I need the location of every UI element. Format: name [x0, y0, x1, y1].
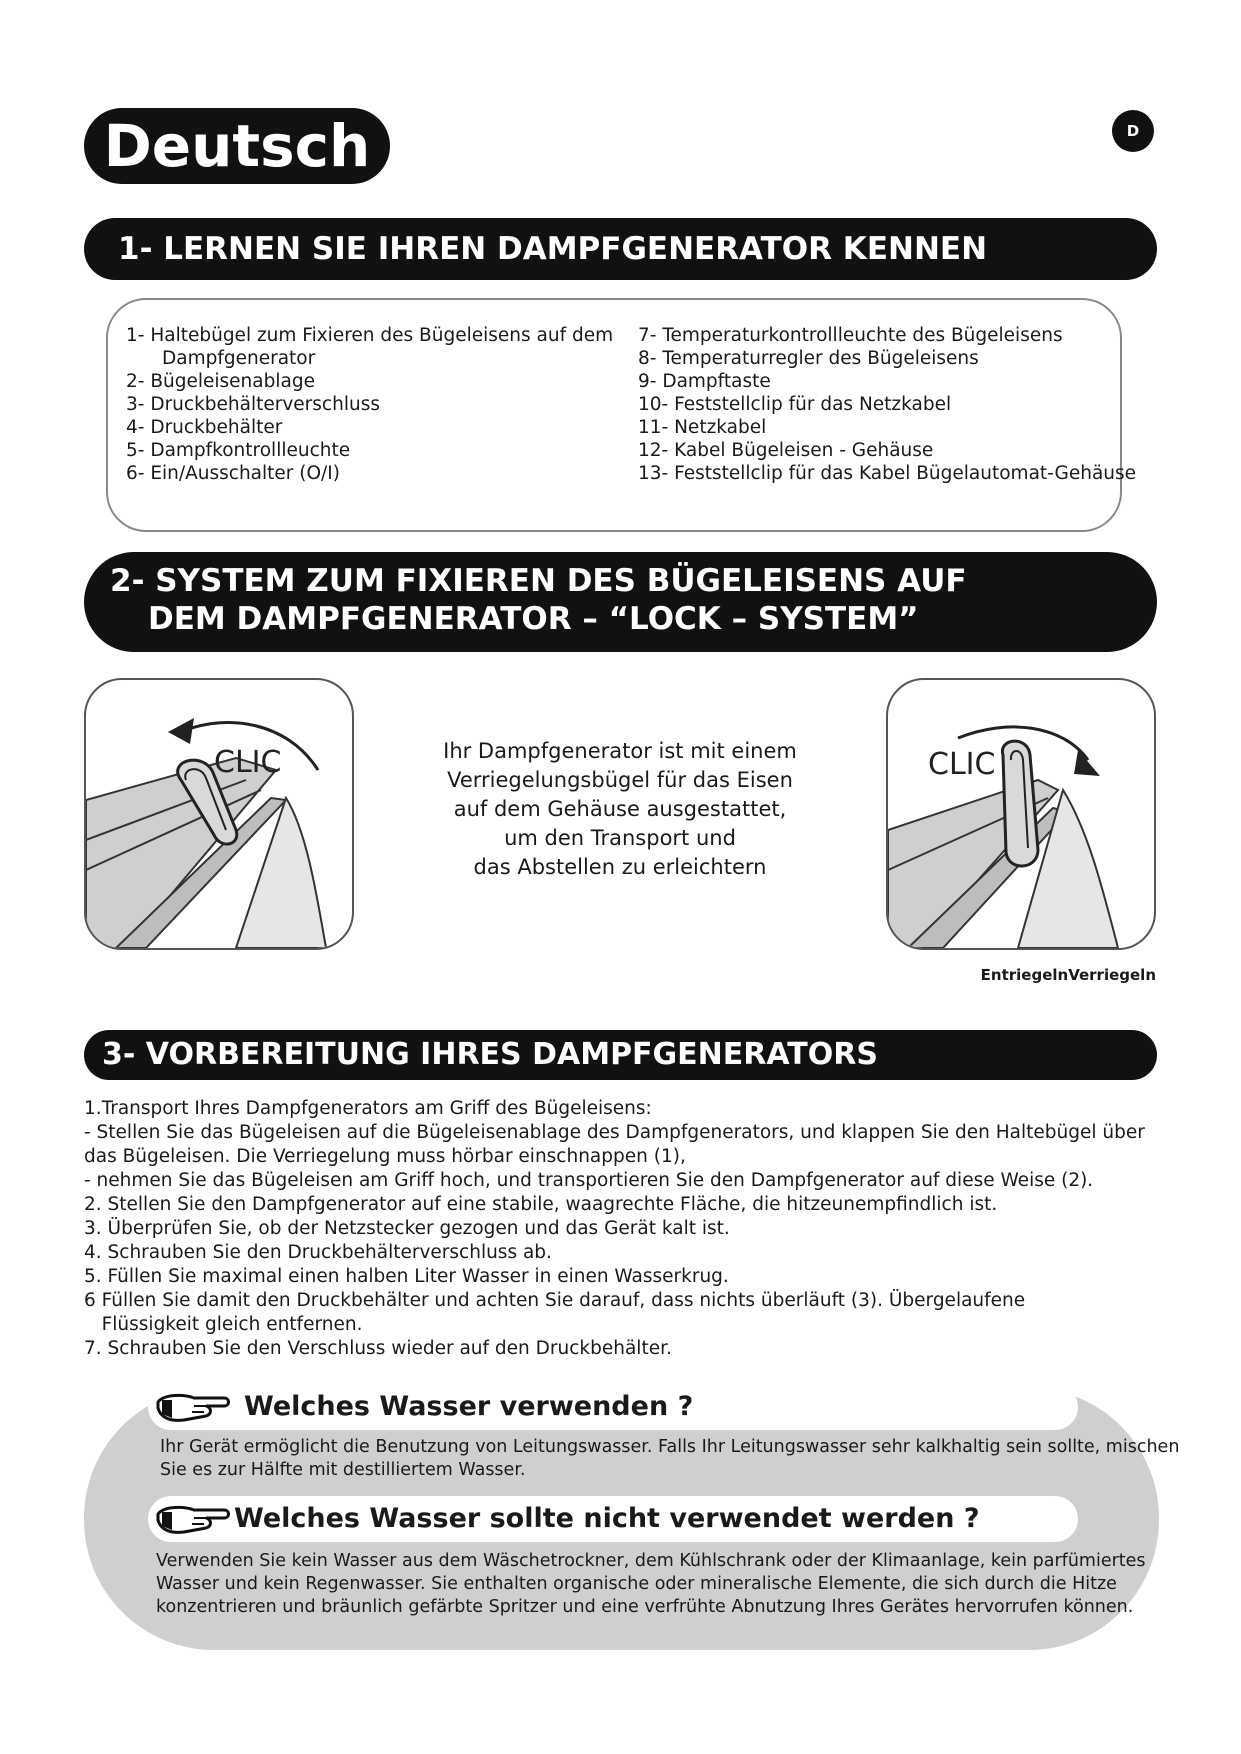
- preparation-instructions: [84, 1097, 1164, 1361]
- page-title: Deutsch: [84, 108, 390, 184]
- pointing-hand-icon: [154, 1502, 232, 1540]
- hint-text: [160, 1436, 1179, 1482]
- part-item: 13- Feststellclip für das Kabel Bügelautomat-Gehäuse: [638, 463, 1137, 484]
- clic-label-right: CLIC: [928, 747, 996, 782]
- description-line: Ihr Dampfgenerator ist mit einem: [443, 739, 797, 763]
- instruction-line: 2. Stellen Sie den Dampfgenerator auf eine stabile, waagrechte Fläche, die hitzeunempfindlich ist.: [84, 1194, 998, 1215]
- instruction-line: 4. Schrauben Sie den Druckbehälterverschluss ab.: [84, 1242, 552, 1263]
- section2-heading-line2: DEM DAMPFGENERATOR – “LOCK – SYSTEM”: [148, 601, 919, 637]
- part-item: 12- Kabel Bügeleisen - Gehäuse: [638, 440, 934, 461]
- hint-line: Ihr Gerät ermöglicht die Benutzung von Leitungswasser. Falls Ihr Leitungswasser sehr kalkhaltig sein sollte, mischen: [160, 1437, 1180, 1457]
- description-line: Verriegelungsbügel für das Eisen: [447, 768, 793, 792]
- unlock-illustration: [84, 678, 354, 950]
- description-line: das Abstellen zu erleichtern: [473, 855, 767, 879]
- hint-line: konzentrieren und bräunlich gefärbte Spritzer und eine verfrühte Abnutzung Ihres Gerätes hervorrufen können.: [156, 1597, 1134, 1617]
- instruction-line: Flüssigkeit gleich entfernen.: [84, 1314, 363, 1335]
- section3-heading: 3- VORBEREITUNG IHRES DAMPFGENERATORS: [84, 1030, 1157, 1080]
- part-item: 7- Temperaturkontrollleuchte des Bügeleisens: [638, 325, 1063, 346]
- description-line: um den Transport und: [504, 826, 736, 850]
- part-item: 11- Netzkabel: [638, 417, 767, 438]
- instruction-line: 3. Überprüfen Sie, ob der Netzstecker gezogen und das Gerät kalt ist.: [84, 1218, 730, 1239]
- parts-list-left: [126, 324, 613, 485]
- instruction-line: 1.Transport Ihres Dampfgenerators am Griff des Bügeleisens:: [84, 1098, 652, 1119]
- lock-system-description: [440, 737, 800, 882]
- lock-illustration: [886, 678, 1156, 950]
- part-item: 8- Temperaturregler des Bügeleisens: [638, 348, 979, 369]
- part-item: 5- Dampfkontrollleuchte: [126, 440, 351, 461]
- instruction-line: 5. Füllen Sie maximal einen halben Liter Wasser in einen Wasserkrug.: [84, 1266, 729, 1287]
- clic-label-left: CLIC: [214, 745, 282, 780]
- instruction-line: - nehmen Sie das Bügeleisen am Griff hoch, und transportieren Sie den Dampfgenerator auf diese Weise (2).: [84, 1170, 1094, 1191]
- hint-title: Welches Wasser verwenden ?: [244, 1391, 694, 1422]
- part-item: Dampfgenerator: [162, 348, 316, 369]
- instruction-line: - Stellen Sie das Bügeleisen auf die Bügeleisenablage des Dampfgenerators, und klappen Sie den Haltebügel über: [84, 1122, 1145, 1143]
- hint-line: Wasser und kein Regenwasser. Sie enthalten organische oder mineralische Elemente, die sich durch die Hitze: [156, 1574, 1117, 1594]
- part-item: 4- Druckbehälter: [126, 417, 283, 438]
- pointing-hand-icon: [154, 1390, 232, 1428]
- section2-heading-line1: 2- SYSTEM ZUM FIXIEREN DES BÜGELEISENS AUF: [110, 563, 967, 599]
- instruction-line: das Bügeleisen. Die Verriegelung muss hörbar einschnappen (1),: [84, 1146, 686, 1167]
- section2-heading: [84, 552, 1157, 652]
- part-item: 6- Ein/Ausschalter (O/I): [126, 463, 340, 484]
- language-badge: D: [1112, 110, 1154, 152]
- parts-list-right: [638, 324, 1136, 485]
- description-line: auf dem Gehäuse ausgestattet,: [453, 797, 787, 821]
- iron-unlock-drawing: [86, 680, 352, 948]
- section1-heading: 1- LERNEN SIE IHREN DAMPFGENERATOR KENNEN: [84, 218, 1157, 280]
- hint-text: [156, 1550, 1146, 1619]
- part-item: 3- Druckbehälterverschluss: [126, 394, 380, 415]
- instruction-line: 7. Schrauben Sie den Verschluss wieder auf den Druckbehälter.: [84, 1338, 672, 1359]
- part-item: 9- Dampftaste: [638, 371, 771, 392]
- instruction-line: 6 Füllen Sie damit den Druckbehälter und achten Sie darauf, dass nichts überläuft (3). Übergelaufene: [84, 1290, 1026, 1311]
- hint-line: Sie es zur Hälfte mit destilliertem Wasser.: [160, 1460, 526, 1480]
- illustration-caption: EntriegelnVerriegeln: [980, 966, 1156, 984]
- part-item: 2- Bügeleisenablage: [126, 371, 315, 392]
- hint-line: Verwenden Sie kein Wasser aus dem Wäschetrockner, dem Kühlschrank oder der Klimaanlage, kein parfümiertes: [156, 1551, 1146, 1571]
- iron-lock-drawing: [888, 680, 1154, 948]
- hint-title: Welches Wasser sollte nicht verwendet werden ?: [234, 1503, 980, 1534]
- part-item: 1- Haltebügel zum Fixieren des Bügeleisens auf dem: [126, 325, 614, 346]
- part-item: 10- Feststellclip für das Netzkabel: [638, 394, 952, 415]
